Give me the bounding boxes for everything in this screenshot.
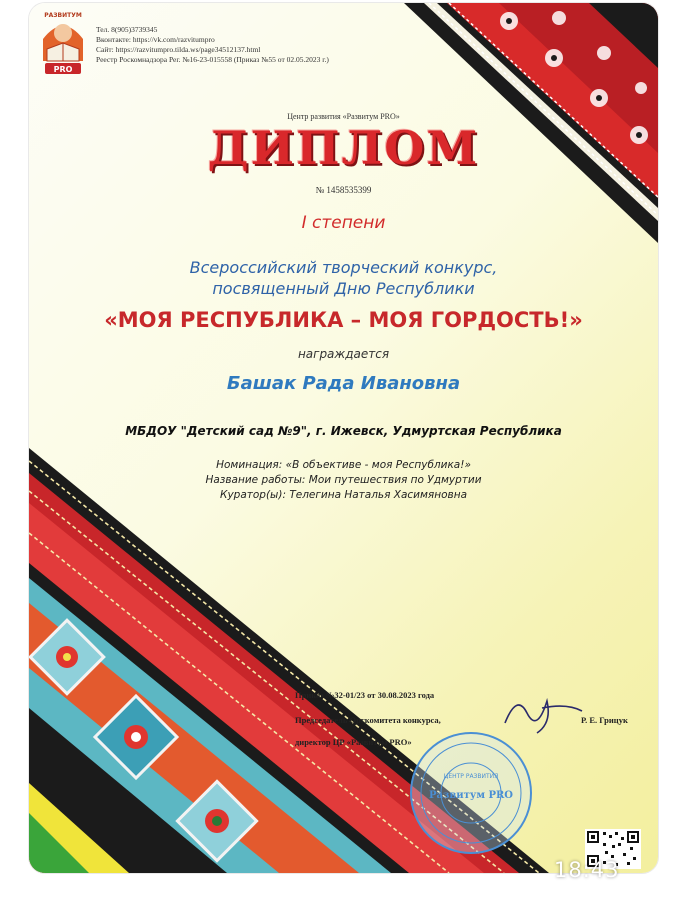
recipient-name: Башак Рада Ивановна [226,373,461,394]
signer-name: Р. Е. Грицук [581,715,628,725]
header-phone: Тел. 8(905)3739345 [96,25,158,34]
institution: МБДОУ "Детский сад №9", г. Ижевск, Удмуртская Республика [125,424,562,438]
organization-name: Центр развития «Развитум PRO» [287,112,400,121]
chair-line: Председатель Оргкомитета конкурса, [295,715,441,725]
director-line: директор ЦР «Развитум PRO» [295,737,412,747]
stamp [406,728,536,858]
nomination: Номинация: «В объективе - моя Республика!» [216,459,471,471]
svg-text:PRO: PRO [53,65,73,74]
header-contacts [96,25,329,65]
diploma-title: ДИПЛОМ [207,121,480,175]
curator: Куратор(ы): Телегина Наталья Хасимяновна [219,489,468,501]
diploma-degree: I степени [301,213,386,233]
status-time: 18:43 [554,858,620,882]
diploma-card [29,3,658,873]
diploma-number: № 1458535399 [315,185,372,195]
contest-line-1: Всероссийский творческий конкурс, [189,258,498,277]
stamp-top-text: ЦЕНТР РАЗВИТИЯ [443,773,499,780]
contest-line-2: посвященный Дню Республики [212,279,475,298]
logo-text: РАЗВИТУМ [44,12,82,19]
work-title: Название работы: Мои путешествия по Удмуртии [205,474,482,486]
header-vk: Вконтакте: https://vk.com/razvitumpro [96,35,215,44]
stamp-center-text: Развитум PRO [428,790,514,801]
header-registry: Реестр Роскомнадзора Рег. №16-23-015558 (Приказ №55 от 02.05.2023 г.) [96,55,329,64]
order-line: Приказ №32-01/23 от 30.08.2023 года [295,690,435,700]
header-site: Сайт: https://razvitumpro.tilda.ws/page34512137.html [96,45,261,54]
contest-name: «МОЯ РЕСПУБЛИКА – МОЯ ГОРДОСТЬ!» [104,308,583,332]
awarded-label: награждается [297,347,390,361]
razvitum-logo [37,9,89,77]
